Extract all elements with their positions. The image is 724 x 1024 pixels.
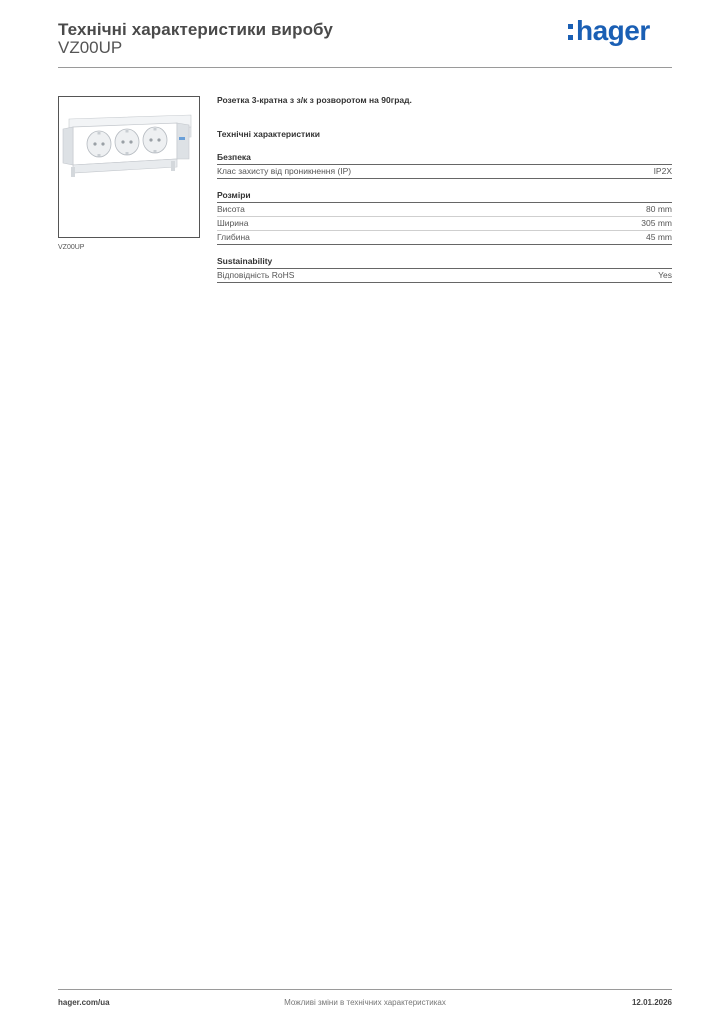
- spec-group-sustainability: [217, 256, 672, 283]
- spec-row: [217, 165, 672, 179]
- spec-row: [217, 203, 672, 217]
- product-code: VZ00UP: [58, 38, 123, 57]
- spec-heading: Технічні характеристики: [217, 129, 320, 139]
- socket-outlet-illustration: [59, 97, 199, 237]
- footer-note: Можливі зміни в технічних характеристиках: [284, 998, 446, 1007]
- spec-group-dimensions: [217, 190, 672, 245]
- spec-value: 80 mm: [646, 204, 672, 214]
- product-description: Розетка 3-кратна з з/к з розворотом на 90град.: [217, 95, 412, 105]
- page-title: Технічні характеристики виробу: [58, 20, 333, 39]
- spec-label: Висота: [217, 204, 245, 214]
- spec-value: Yes: [658, 270, 672, 280]
- product-image-caption: VZ00UP: [58, 244, 85, 251]
- spec-label: Клас захисту від проникнення (IP): [217, 166, 352, 176]
- spec-row: [217, 231, 672, 245]
- spec-label: Відповідність RoHS: [217, 270, 295, 280]
- header-divider: [58, 67, 672, 68]
- page-footer: [58, 998, 672, 1010]
- spec-group-safety: [217, 152, 672, 179]
- spec-label: Ширина: [217, 218, 249, 228]
- footer-divider: [58, 989, 672, 990]
- footer-website-link[interactable]: hager.com/ua: [58, 998, 110, 1007]
- logo-text: hager: [576, 15, 650, 46]
- spec-group-title: Sustainability: [217, 256, 672, 269]
- spec-group-title: Розміри: [217, 190, 672, 203]
- spec-section: [217, 95, 672, 283]
- spec-value: 45 mm: [646, 232, 672, 242]
- spec-value: 305 mm: [641, 218, 672, 228]
- spec-value: IP2X: [653, 166, 672, 176]
- product-image: [58, 96, 200, 238]
- footer-date: 12.01.2026: [631, 998, 672, 1007]
- spec-label: Глибина: [217, 232, 250, 242]
- spec-group-title: Безпека: [217, 152, 672, 165]
- spec-row: [217, 217, 672, 231]
- hager-logo[interactable]: [568, 15, 650, 47]
- spec-row: [217, 269, 672, 283]
- logo-dots-icon: [568, 24, 573, 43]
